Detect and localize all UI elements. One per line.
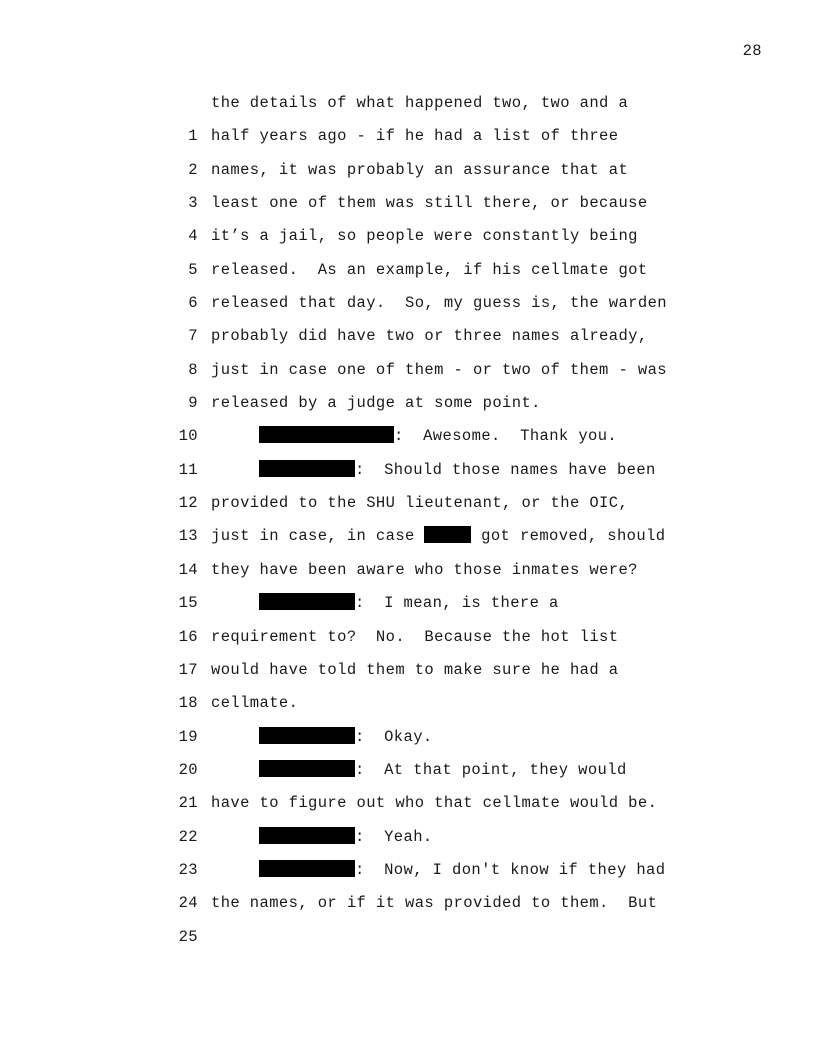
line-text: requirement to? No. Because the hot list <box>211 627 619 646</box>
line-text: : I mean, is there a <box>355 594 559 613</box>
speaker-line <box>211 587 559 620</box>
transcript-line <box>0 887 816 946</box>
line-number: 11 <box>178 460 198 479</box>
speaker-line <box>211 754 627 787</box>
line-text: half years ago - if he had a list of three <box>211 127 619 146</box>
line-text: : Should those names have been <box>355 460 656 479</box>
speaker-line <box>211 854 665 887</box>
line-text: released that day. So, my guess is, the warden <box>211 294 667 313</box>
line-number: 14 <box>178 560 198 579</box>
line-text: have to figure out who that cellmate would be. <box>211 794 658 813</box>
line-text: cellmate. <box>211 694 299 713</box>
line-number: 21 <box>178 794 198 813</box>
line-text: released by a judge at some point. <box>211 394 541 413</box>
line-number: 22 <box>178 827 198 846</box>
redacted-speaker-name <box>259 460 355 477</box>
line-text: it’s a jail, so people were constantly being <box>211 227 638 246</box>
line-number: 3 <box>188 194 198 213</box>
line-text: least one of them was still there, or because <box>211 194 648 213</box>
redacted-speaker-name <box>259 426 394 443</box>
line-number: 7 <box>188 327 198 346</box>
speaker-line <box>211 420 617 453</box>
line-text: would have told them to make sure he had a <box>211 660 619 679</box>
line-text: : Yeah. <box>355 827 433 846</box>
redacted-speaker-name <box>259 593 355 610</box>
line-text: : At that point, they would <box>355 760 627 779</box>
line-text: probably did have two or three names already, <box>211 327 648 346</box>
page-number: 28 <box>742 42 762 60</box>
speaker-line <box>211 721 433 754</box>
line-text: just in case, in case <box>211 527 425 546</box>
line-text: they have been aware who those inmates were? <box>211 560 638 579</box>
redacted-name <box>424 526 471 543</box>
line-text: : Okay. <box>355 727 433 746</box>
line-number: 6 <box>188 294 198 313</box>
line-number: 4 <box>188 227 198 246</box>
line-text: got removed, should <box>471 527 666 546</box>
line-number: 9 <box>188 394 198 413</box>
line-text: just in case one of them - or two of them - was <box>211 360 667 379</box>
line-number: 24 <box>178 894 198 913</box>
redacted-speaker-name <box>259 827 355 844</box>
line-text: : Now, I don't know if they had <box>355 860 666 879</box>
line-number: 2 <box>188 160 198 179</box>
line-number: 18 <box>178 694 198 713</box>
line-text: the names, or if it was provided to them. But <box>211 894 658 913</box>
line-text: provided to the SHU lieutenant, or the OIC, <box>211 494 629 513</box>
line-number: 8 <box>188 360 198 379</box>
line-number: 25 <box>178 927 198 946</box>
line-number: 19 <box>178 727 198 746</box>
redacted-speaker-name <box>259 760 355 777</box>
line-number: 20 <box>178 760 198 779</box>
line-number: 17 <box>178 660 198 679</box>
speaker-line <box>211 454 656 487</box>
transcript-body <box>0 87 816 946</box>
line-text: names, it was probably an assurance that at <box>211 160 629 179</box>
line-number: 1 <box>188 127 198 146</box>
line-text: the details of what happened two, two and a <box>211 94 629 112</box>
line-number: 5 <box>188 260 198 279</box>
speaker-line <box>211 821 433 854</box>
line-number: 15 <box>178 594 198 613</box>
line-number: 13 <box>178 527 198 546</box>
redacted-speaker-name <box>259 727 355 744</box>
line-number: 12 <box>178 494 198 513</box>
line-number: 10 <box>178 427 198 446</box>
mixed-line <box>211 520 665 553</box>
line-number: 16 <box>178 627 198 646</box>
redacted-speaker-name <box>259 860 355 877</box>
line-text: : Awesome. Thank you. <box>394 427 618 446</box>
line-number: 23 <box>178 860 198 879</box>
line-text: released. As an example, if his cellmate got <box>211 260 648 279</box>
